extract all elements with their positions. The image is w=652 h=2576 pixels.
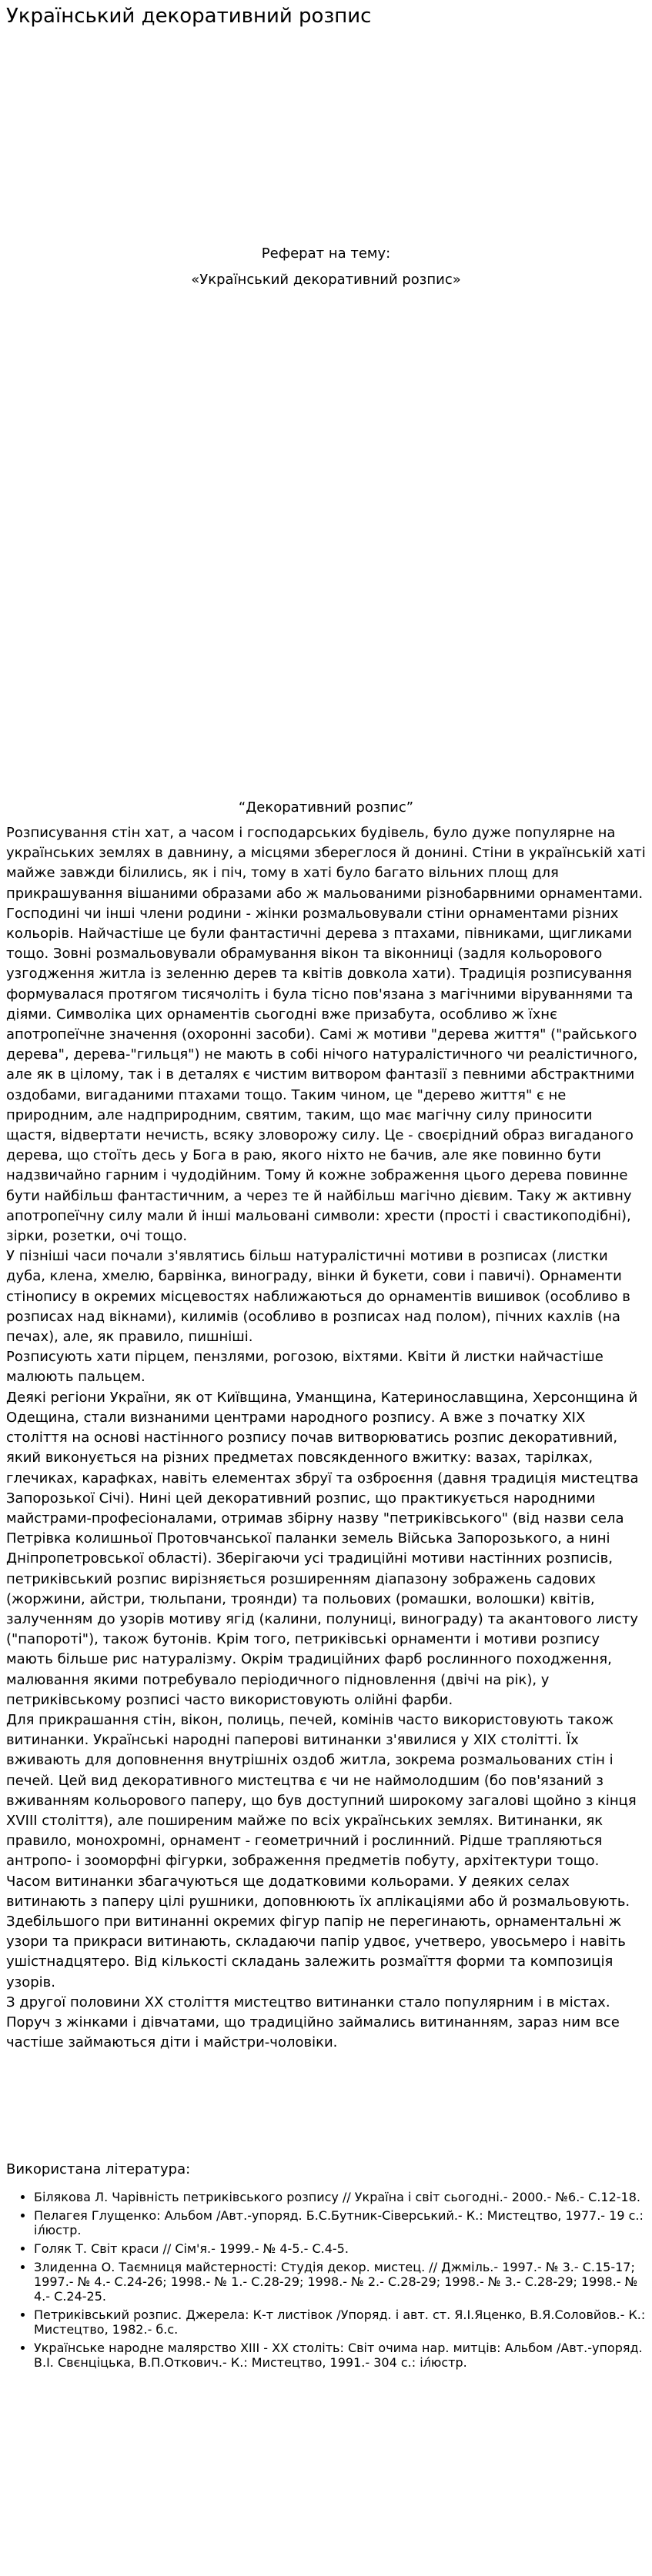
- reference-item: • Білякова Л. Чарівність петриківського розпису // Україна і світ сьогодні.- 2000.- №6.- С.12-18.: [34, 2190, 646, 2204]
- paragraph: Деякі регіони України, як от Київщина, Уманщина, Катеринославщина, Херсонщина й Одещина, стали визнаними центрами народного розпису. А вже з початку XIX століття на основі настінного розпису почав витворюватись розпис декоративний, який виконується на різних предметах повсякденного вжитку: вазах, тарілках, глечиках, карафках, навіть елементах збруї та озброєння (давня традиція мистецтва Запорозької Січі). Нині цей декоративний розпис, що практикується народними майстрами-професіоналами, отримав збірну назву "петриківського" (від назви села Петрівка колишньої Протовчанської паланки земель Війська Запорозького, а нині Дніпропетровської області). Зберігаючи усі традиційні мотиви настінних розписів, петриківський розпис вирізняється розширенням діапазону зображень садових (жоржини, айстри, тюльпани, троянди) та польових (ромашки, волошки) квітів, залученням до узорів мотиву ягід (калини, полуниці, винограду) та акантового листу ("папороті"), також бутонів. Крім того, петриківські орнаменти і мотиви розпису мають більше рис натуралізму. Окрім традиційних фарб рослинного походження, малювання якими потребувало періодичного підновлення (двічі на рік), у петриківському розписі часто використовують олійні фарби.: [6, 1389, 639, 1708]
- paragraph: Розписують хати пірцем, пензлями, рогозою, віхтями. Квіти й листки найчастіше малюють пальцем.: [6, 1349, 604, 1386]
- reference-item: • Пелагея Глущенко: Альбом /Авт.-упоряд. Б.С.Бутник-Сіверський.- К.: Мистецтво, 1977.- 19 с.: іл́юстр.: [34, 2208, 646, 2237]
- references-list: [6, 2190, 646, 2370]
- references-section: [6, 2161, 646, 2370]
- reference-item: • Петриківський розпис. Джерела: К-т листівок /Упоряд. і авт. ст. Я.І.Яценко, В.Я.Соловйов.- К.: Мистецтво, 1982.- б.с.: [34, 2307, 646, 2337]
- reference-item: • Злиденна О. Таємниця майстерності: Студія декор. мистец. // Джміль.- 1997.- № 3.- С.15-17; 1997.- № 4.- С.24-26; 1998.- № 1.- С.28-29; 1998.- № 2.- С.28-29; 1998.- № 3.- С.28-29; 1998.- № 4.- С.24-25.: [34, 2260, 646, 2304]
- paragraph: З другої половини XX століття мистецтво витинанки стало популярним і в містах. Поруч з жінками і дівчатами, що традиційно займались витинанням, зараз ним все частіше займаються діти і майстри-чоловіки.: [6, 1994, 620, 2051]
- document-title: Український декоративний розпис: [6, 5, 372, 28]
- references-heading: Використана література:: [6, 2161, 191, 2178]
- document-page: [0, 3, 652, 2370]
- reference-item: • Голяк Т. Світ краси // Сім'я.- 1999.- № 4-5.- С.4-5.: [34, 2241, 646, 2256]
- paragraph: Розписування стін хат, а часом і господарських будівель, було дуже популярне на українських землях в давнину, а місцями збереглося й донині. Стіни в українській хаті майже завжди білились, як і піч, тому в хаті було багато вільних площ для прикрашування вішаними образами або ж мальованими різнобарвними орнаментами. Господині чи інші члени родини - жінки розмальовували стіни орнаментами різних кольорів. Найчастіше це були фантастичні дерева з птахами, півниками, щигликами тощо. Зовні розмальовували обрамування вікон та віконниці (задля кольорового узгодження житла із зеленню дерев та квітів довкола хати). Традиція розписування формувалася протягом тисячоліть і була тісно пов'язана з магічними віруваннями та діями. Символіка цих орнаментів сьогодні вже призабута, особливо ж їхнє апотропеїчне значення (охоронні засоби). Самі ж мотиви "дерева життя" ("райського дерева", дерева-"гильця") не мають в собі нічого натуралістичного чи реалістичного, але як в цілому, так і в деталях є чистим витвором фантазії з певними абстрактними оздобами, вигаданими птахами тощо. Таким чином, це "дерево життя" є не природним, але надприродним, святим, таким, що має магічну силу приносити щастя, відвертати нечисть, всяку зловорожу силу. Це - своєрідний образ вигаданого дерева, що стоїть десь у Бога в раю, якого ніхто не бачив, але яке повинно бути надзвичайно гарним і чудодійним. Тому й кожне зображення цього дерева повинне бути найбільш фантастичним, а через те й найбільш магічно дієвим. Таку ж активну апотропеїчну силу мали й інші мальовані символи: хрести (прості і свастикоподібні), зірки, розетки, очі тощо.: [6, 825, 646, 1245]
- section-heading: “Декоративний розпис”: [238, 799, 414, 816]
- body-text: [6, 823, 646, 2053]
- cover-line-2: «Український декоративний розпис»: [191, 272, 461, 288]
- paragraph: Для прикрашання стін, вікон, полиць, печей, комінів часто використовують також витинанки. Українські народні паперові витинанки з'явилися у XIX столітті. Їх вживають для доповнення внутрішніх оздоб житла, зокрема розмальованих стін і печей. Цей вид декоративного мистецтва є чи не наймолодшим (бо пов'язаний з вживанням кольорового паперу, що був доступний широкому загалові щойно з кінця XVIII століття), але поширеним майже по всіх українських землях. Витинанки, як правило, монохромні, орнамент - геометричний і рослинний. Рідше трапляються антропо- і зооморфні фігурки, зображення предметів побуту, архітектури тощо. Часом витинанки збагачуються ще додатковими кольорами. У деяких селах витинають з паперу цілі рушники, доповнюють їх аплікаціями або й розмальовують. Здебільшого при витинанні окремих фігур папір не перегинають, орнаментальні ж узори та прикраси витинають, складаючи папір удвоє, учетверо, увосьмеро і навіть ушістнадцятеро. Від кількості складань залежить розмаїття форми та композиція узорів.: [6, 1711, 637, 1990]
- cover-line-1: Реферат на тему:: [261, 245, 391, 262]
- paragraph: У пізніші часи почали з'являтись більш натуралістичні мотиви в розписах (листки дуба, клена, хмелю, барвінка, винограду, вінки й букети, сови і павичі). Орнаменти стінопису в окремих місцевостях наближаються до орнаментів вишивок (особливо в розписах над вікнами), килимів (особливо в розписах над полом), пічних кахлів (на печах), але, як правило, пишніші.: [6, 1248, 630, 1346]
- cover-section: [6, 29, 646, 752]
- reference-item: • Українське народне малярство XIII - XX століть: Світ очима нар. митців: Альбом /Авт.-упоряд. В.І. Свєнціцька, В.П.Откович.- К.: Мистецтво, 1991.- 304 с.: іл́юстр.: [34, 2341, 646, 2370]
